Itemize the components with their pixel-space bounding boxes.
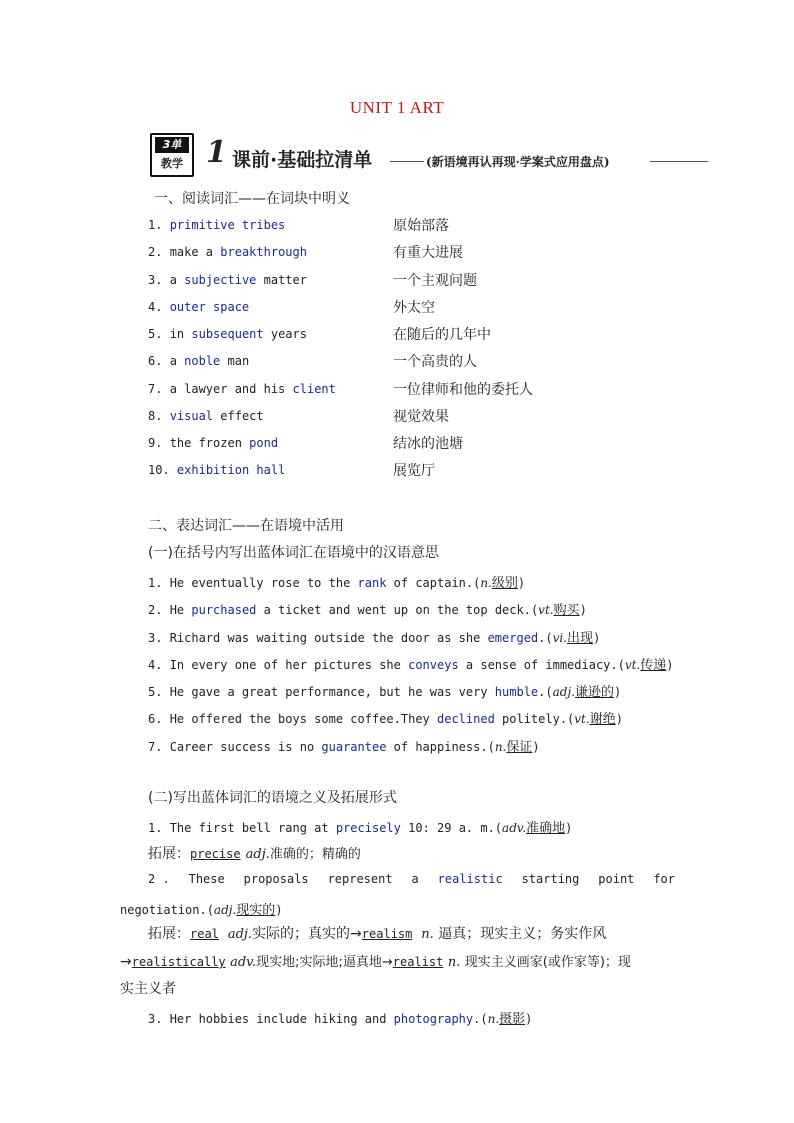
sentence-word: proposals	[243, 872, 309, 886]
answer: 谦逊的	[574, 685, 614, 700]
sentence-text: negotiation.(	[120, 903, 214, 917]
target-word: rank	[357, 576, 387, 590]
item-number: 3.	[148, 1012, 163, 1026]
part-of-speech: adj.	[552, 685, 575, 699]
vocab-row	[148, 300, 249, 314]
vocab-word: outer space	[169, 300, 250, 314]
answer: 准确地	[526, 821, 566, 836]
arrow: →	[120, 954, 132, 970]
sentence-text: He	[169, 603, 192, 617]
item-number: 7.	[148, 740, 163, 754]
vocab-prefix: make a	[169, 245, 221, 259]
sentence-text: )	[525, 1012, 533, 1026]
vocab-meaning: 视觉效果	[393, 409, 449, 425]
item-number: 7.	[148, 382, 163, 396]
part-of-speech: adv.	[230, 955, 257, 970]
extension-meaning: 逼真；现实主义；务实作风	[438, 926, 607, 942]
vocab-meaning: 外太空	[393, 300, 435, 316]
banner-rule-right	[650, 161, 708, 162]
answer: 传递	[640, 658, 667, 673]
sentence-text: .(	[538, 631, 553, 645]
part-of-speech: vt.	[538, 603, 554, 617]
vocab-word: visual	[169, 409, 214, 423]
vocab-row	[148, 436, 278, 450]
banner-subtitle: (新语境再认再现·学案式应用盘点)	[426, 155, 610, 169]
sentence-row	[148, 681, 621, 700]
sentence-row	[148, 736, 540, 755]
sentence-word: starting	[521, 872, 580, 886]
part-of-speech: vi.	[552, 631, 568, 645]
extension-meaning: 实际的；真实的→	[252, 926, 362, 942]
extension-meaning: 现实地;实际地;逼真地→	[256, 955, 393, 970]
part-of-speech: n.	[421, 927, 434, 942]
vocab-suffix: years	[263, 327, 307, 341]
badge-bottom: 教学	[161, 157, 183, 170]
sentence-text: )	[615, 712, 623, 726]
section-banner	[150, 133, 710, 175]
banner-rule-left	[390, 161, 424, 162]
item-number: 4.	[148, 658, 163, 672]
extension-meaning: 实主义者	[120, 981, 176, 997]
vocab-meaning: 一个高贵的人	[393, 354, 477, 370]
vocab-meaning: 结冰的池塘	[393, 436, 463, 452]
sentence-text: )	[593, 631, 601, 645]
extension-row	[148, 923, 676, 943]
vocab-word: client	[292, 382, 336, 396]
part-of-speech: adj.	[245, 847, 270, 862]
vocab-meaning: 有重大进展	[393, 245, 463, 261]
sentence-text: In every one of her pictures she	[169, 658, 409, 672]
vocab-word: subjective	[184, 273, 257, 287]
part-of-speech: vt.	[574, 712, 590, 726]
sentence-row	[148, 817, 572, 836]
answer: 保证	[506, 740, 533, 755]
part-of-speech: adj.	[227, 927, 253, 942]
sentence-text: )	[275, 903, 283, 917]
part-of-speech: n.	[494, 740, 507, 754]
target-word: guarantee	[321, 740, 387, 754]
answer: 摄影	[499, 1012, 526, 1027]
item-number: 1.	[148, 576, 163, 590]
answer: 级别	[491, 576, 518, 591]
extension-label: 拓展：	[148, 846, 190, 862]
sentence-text: 10: 29 a. m.(	[400, 821, 503, 835]
vocab-prefix: the frozen	[169, 436, 250, 450]
part-of-speech: adj.	[213, 903, 237, 917]
target-word: declined	[437, 712, 495, 726]
target-word: purchased	[191, 603, 257, 617]
extension-word: real	[190, 927, 219, 941]
extension-row	[120, 951, 631, 970]
vocab-word: subsequent	[191, 327, 264, 341]
sentence-text: )	[517, 576, 526, 590]
sentence-text: Her hobbies include hiking and	[169, 1012, 394, 1026]
vocab-prefix: a lawyer and his	[169, 382, 293, 396]
sentence-row	[148, 599, 587, 618]
vocab-word: breakthrough	[220, 245, 307, 259]
item-number: 6.	[148, 712, 163, 726]
sentence-word: point	[598, 872, 635, 886]
item-number: 1.	[148, 821, 163, 835]
extension-meaning: 现实主义画家(或作家等)；现	[464, 955, 631, 970]
target-word: realistic	[437, 872, 503, 886]
sentence-text: .(	[538, 685, 553, 699]
answer: 现实的	[236, 903, 276, 918]
sentence-text: Richard was waiting outside the door as she	[169, 631, 488, 645]
vocab-word: primitive tribes	[169, 218, 286, 232]
sentence-text: )	[532, 740, 540, 754]
vocab-suffix: man	[220, 354, 250, 368]
badge	[150, 133, 194, 177]
banner-number: 1	[206, 135, 227, 170]
vocab-row	[148, 463, 285, 477]
sentence-text: .(	[473, 1012, 488, 1026]
extension-row	[148, 843, 361, 863]
vocab-row	[148, 327, 307, 341]
sentence-text: )	[565, 821, 573, 835]
item-number: 3.	[148, 273, 163, 287]
answer: 谢绝	[589, 712, 616, 727]
target-word: humble	[494, 685, 539, 699]
item-number: 2 .	[148, 872, 170, 886]
item-number: 6.	[148, 354, 163, 368]
vocab-word: exhibition hall	[176, 463, 286, 477]
section1-heading: 一、阅读词汇——在词块中明义	[154, 191, 350, 207]
part-of-speech: n.	[487, 1012, 500, 1026]
extension-word: precise	[190, 847, 241, 861]
extension-label: 拓展：	[148, 926, 190, 942]
sentence-row	[148, 708, 623, 727]
part-of-speech: vt.	[624, 658, 641, 672]
badge-top: 3单	[155, 137, 189, 153]
sentence-text: a sense of immediacy.(	[458, 658, 625, 672]
section2-sub2: (二)写出蓝体词汇的语境之义及拓展形式	[148, 790, 397, 806]
item-number: 1.	[148, 218, 163, 232]
sentence-text: He eventually rose to the	[169, 576, 358, 590]
part-of-speech: n.	[480, 576, 492, 590]
answer: 出现	[567, 631, 594, 646]
sentence-text: of captain.(	[386, 576, 481, 590]
sentence-text: He offered the boys some coffee.They	[169, 712, 437, 726]
vocab-meaning: 在随后的几年中	[393, 327, 491, 343]
sentence-row	[148, 1008, 532, 1027]
part-of-speech: n.	[447, 955, 461, 970]
vocab-meaning: 一个主观问题	[393, 273, 477, 289]
sentence-text: )	[579, 603, 587, 617]
vocab-suffix: effect	[213, 409, 264, 423]
vocab-suffix: matter	[256, 273, 307, 287]
extension-word: realistically	[131, 955, 226, 969]
sentence-text: of happiness.(	[386, 740, 495, 754]
sentence-text: politely.(	[494, 712, 575, 726]
vocab-word: pond	[249, 436, 279, 450]
item-number: 10.	[148, 463, 170, 477]
sentence-row	[148, 654, 674, 673]
sentence-continuation	[120, 899, 283, 918]
sentence-word: represent	[327, 872, 393, 886]
section2-heading: 二、表达词汇——在语境中活用	[148, 518, 344, 534]
vocab-row	[148, 218, 285, 232]
vocab-row	[148, 245, 307, 259]
target-word: photography	[393, 1012, 474, 1026]
item-number: 3.	[148, 631, 163, 645]
sentence-text: He gave a great performance, but he was very	[169, 685, 495, 699]
item-number: 5.	[148, 327, 163, 341]
item-number: 2.	[148, 245, 163, 259]
sentence-word: for	[653, 872, 675, 886]
banner-heading: 课前·基础拉清单	[232, 149, 373, 171]
vocab-meaning: 一位律师和他的委托人	[393, 382, 533, 398]
vocab-prefix: a	[169, 273, 185, 287]
sentence-row	[148, 572, 525, 591]
vocab-word: noble	[184, 354, 221, 368]
extension-word: realism	[361, 927, 413, 941]
target-word: precisely	[335, 821, 401, 835]
page-title: UNIT 1 ART	[349, 98, 445, 117]
sentence-text: )	[614, 685, 622, 699]
item-number: 9.	[148, 436, 163, 450]
answer: 购买	[553, 603, 580, 618]
extension-word: realist	[392, 955, 444, 969]
vocab-meaning: 展览厅	[393, 463, 435, 479]
vocab-meaning: 原始部落	[393, 218, 449, 234]
target-word: conveys	[408, 658, 459, 672]
sentence-text: Career success is no	[169, 740, 322, 754]
sentence-word: a	[411, 872, 419, 886]
sentence-text: The first bell rang at	[169, 821, 336, 835]
vocab-row	[148, 354, 249, 368]
extension-meaning: 准确的；精确的	[269, 847, 361, 862]
sentence-text: a ticket and went up on the top deck.(	[256, 603, 539, 617]
vocab-row	[148, 382, 336, 396]
item-number: 5.	[148, 685, 163, 699]
vocab-row	[148, 273, 307, 287]
sentence-row	[148, 872, 675, 886]
part-of-speech: adv.	[502, 821, 527, 835]
vocab-prefix: in	[169, 327, 192, 341]
item-number: 4.	[148, 300, 163, 314]
vocab-prefix: a	[169, 354, 185, 368]
item-number: 2.	[148, 603, 163, 617]
item-number: 8.	[148, 409, 163, 423]
vocab-row	[148, 409, 264, 423]
sentence-row	[148, 627, 600, 646]
target-word: emerged	[487, 631, 539, 645]
sentence-word: These	[188, 872, 225, 886]
section2-sub1: (一)在括号内写出蓝体词汇在语境中的汉语意思	[148, 545, 439, 561]
sentence-text: )	[666, 658, 674, 672]
